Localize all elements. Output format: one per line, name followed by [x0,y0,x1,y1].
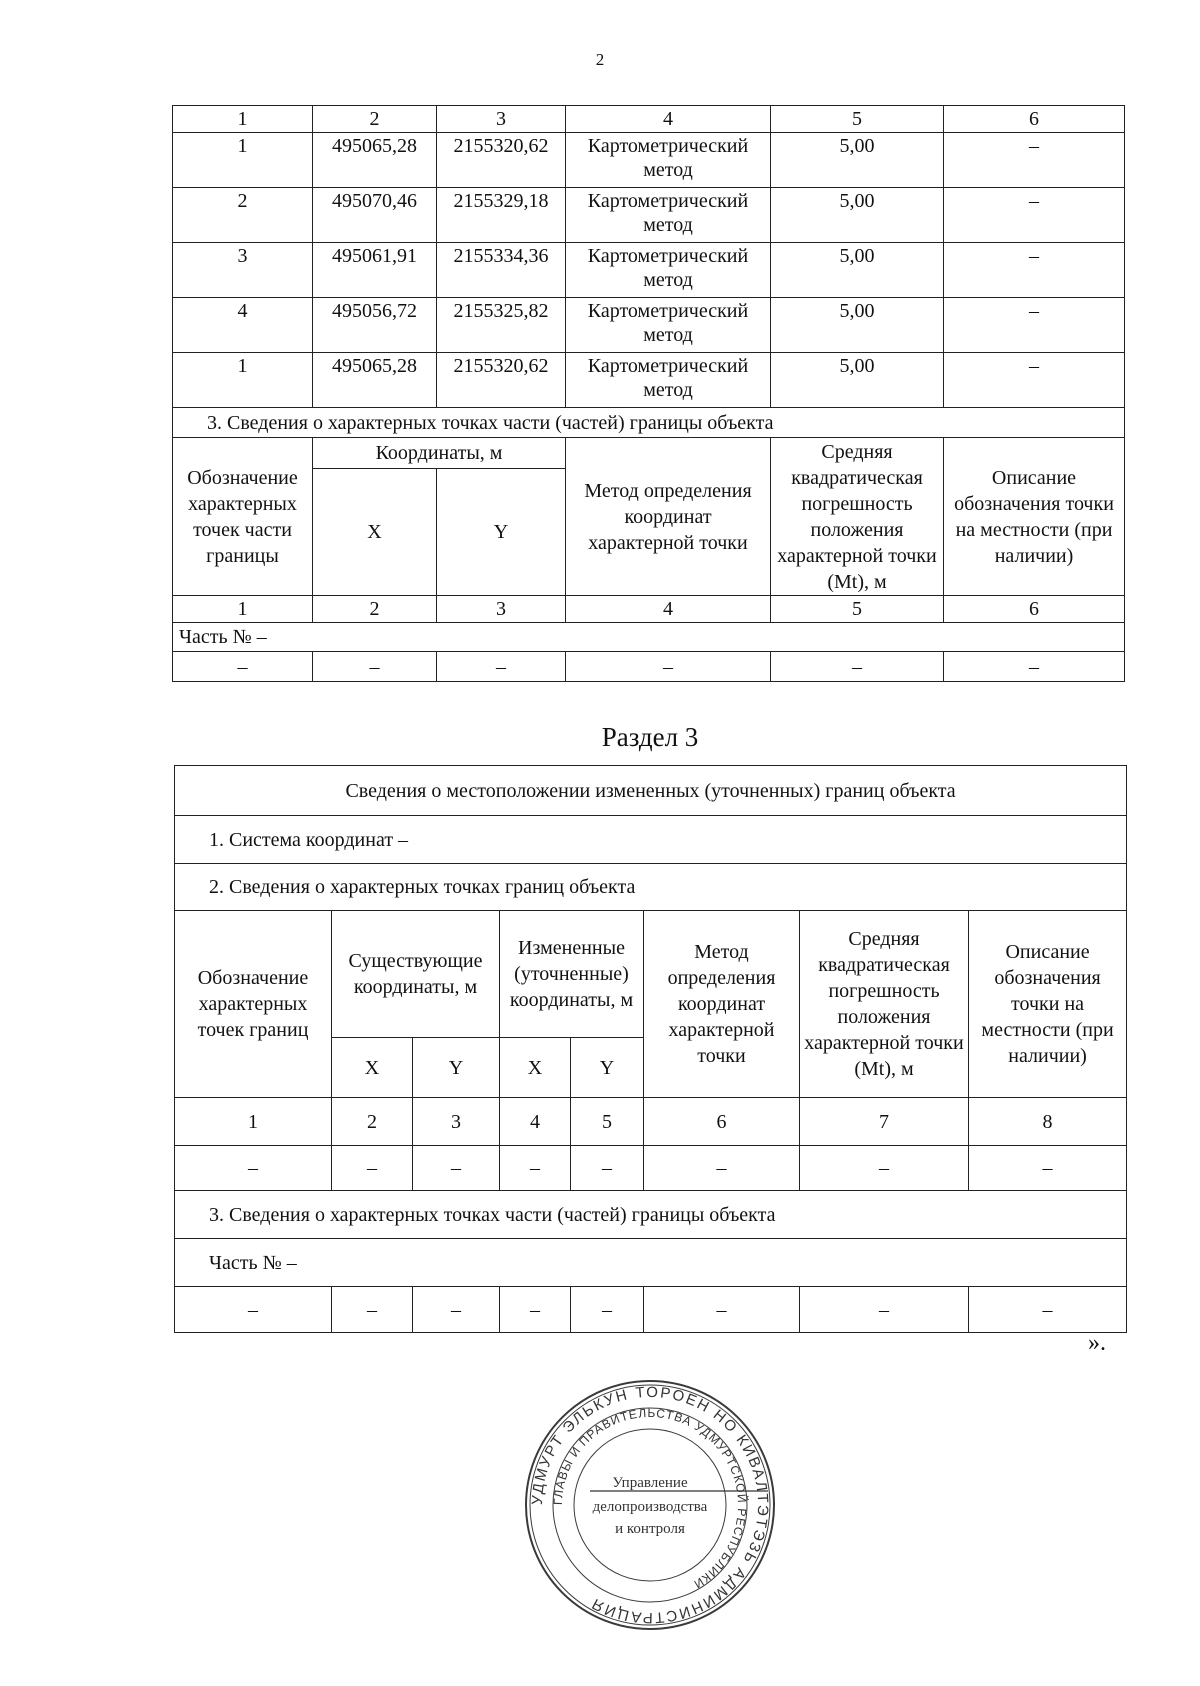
empty-cell: – [571,1287,644,1333]
boundary-points-table [172,105,1125,682]
official-stamp [520,1375,780,1635]
column-number: 2 [313,106,437,133]
table-row [173,353,1125,408]
column-number: 1 [173,106,313,133]
coord-x: 495056,72 [313,298,437,353]
section-title: Раздел 3 [601,722,699,752]
empty-cell: – [413,1146,500,1191]
column-number: 6 [944,596,1125,623]
empty-cell: – [173,652,313,682]
column-number: 3 [437,106,566,133]
empty-cell: – [969,1146,1127,1191]
point-number: 3 [173,243,313,298]
empty-cell: – [500,1146,571,1191]
part-label: Часть № – [173,623,1125,652]
error-cell: 5,00 [771,188,944,243]
header-description: Описание обозначения точки на местности (при наличии) [944,438,1125,596]
header-designation: Обозначение характерных точек границ [175,911,332,1098]
column-number-row [173,106,1125,133]
empty-cell: – [771,652,944,682]
coord-y: 2155325,82 [437,298,566,353]
column-number: 4 [566,596,771,623]
empty-cell: – [944,652,1125,682]
parts-heading: 3. Сведения о характерных точках части (частей) границы объекта [175,1191,1127,1239]
error-cell: 5,00 [771,243,944,298]
changed-boundaries-table [174,765,1127,1333]
column-number: 4 [566,106,771,133]
empty-cell: – [500,1287,571,1333]
column-number-row [175,1098,1127,1146]
header-y: Y [437,469,566,596]
description-cell: – [944,133,1125,188]
header-error: Средняя квадратическая погрешность положения характерной точки (Mt), м [800,911,969,1098]
table-row [173,188,1125,243]
column-number: 6 [944,106,1125,133]
column-number: 5 [771,106,944,133]
column-number: 7 [800,1098,969,1146]
header-error: Средняя квадратическая погрешность положения характерной точки (Mt), м [771,438,944,596]
coord-x: 495070,46 [313,188,437,243]
coord-x: 495065,28 [313,133,437,188]
header-changed-coords: Измененные (уточненные) координаты, м [500,911,644,1038]
empty-cell: – [332,1146,413,1191]
part-label: Часть № – [175,1239,1127,1287]
empty-cell: – [332,1287,413,1333]
page-number: 2 [595,50,605,69]
column-number: 2 [313,596,437,623]
column-number: 8 [969,1098,1127,1146]
method-cell: Картометрический метод [566,188,771,243]
empty-cell: – [437,652,566,682]
column-number: 3 [413,1098,500,1146]
description-cell: – [944,243,1125,298]
column-number: 2 [332,1098,413,1146]
empty-row [175,1287,1127,1333]
empty-cell: – [571,1146,644,1191]
column-number: 5 [771,596,944,623]
coord-x: 495065,28 [313,353,437,408]
points-heading: 2. Сведения о характерных точках границ объекта [175,864,1127,911]
empty-cell: – [413,1287,500,1333]
coord-x: 495061,91 [313,243,437,298]
column-number: 4 [500,1098,571,1146]
description-cell: – [944,188,1125,243]
header-method: Метод определения координат характерной точки [566,438,771,596]
header-x: X [500,1038,571,1098]
empty-cell: – [313,652,437,682]
closing-quote: ». [1088,1330,1106,1356]
method-cell: Картометрический метод [566,133,771,188]
table-row [173,243,1125,298]
point-number: 4 [173,298,313,353]
header-description: Описание обозначения точки на местности (при наличии) [969,911,1127,1098]
method-cell: Картометрический метод [566,298,771,353]
description-cell: – [944,298,1125,353]
error-cell: 5,00 [771,353,944,408]
empty-row [175,1146,1127,1191]
column-number-row [173,596,1125,623]
column-number: 1 [173,596,313,623]
coord-y: 2155320,62 [437,353,566,408]
coord-y: 2155329,18 [437,188,566,243]
point-number: 1 [173,133,313,188]
coord-y: 2155334,36 [437,243,566,298]
empty-cell: – [644,1146,800,1191]
column-number: 5 [571,1098,644,1146]
table-row [173,133,1125,188]
column-number: 1 [175,1098,332,1146]
empty-cell: – [800,1287,969,1333]
empty-cell: – [566,652,771,682]
header-y: Y [571,1038,644,1098]
stamp-center-line: и контроля [615,1521,685,1537]
empty-cell: – [800,1146,969,1191]
empty-cell: – [644,1287,800,1333]
empty-cell: – [969,1287,1127,1333]
stamp-inner-text: ГЛАВЫ И ПРАВИТЕЛЬСТВА УДМУРТСКОЙ РЕСПУБЛИКИ [550,1405,750,1592]
stamp-center-line: делопроизводства [592,1499,708,1515]
table-row [173,298,1125,353]
empty-row [173,652,1125,682]
header-y: Y [413,1038,500,1098]
empty-cell: – [175,1287,332,1333]
method-cell: Картометрический метод [566,243,771,298]
description-cell: – [944,353,1125,408]
stamp-outer-text: УДМУРТ ЭЛЬКУН ТОРОЕН НО КИВАЛТЭТЭЗЬ АДМИНИСТРАЦИЯ [528,1383,772,1627]
coord-y: 2155320,62 [437,133,566,188]
empty-cell: – [175,1146,332,1191]
section-heading: Сведения о местоположении измененных (уточненных) границ объекта [175,766,1127,816]
header-existing-coords: Существующие координаты, м [332,911,500,1038]
point-number: 2 [173,188,313,243]
method-cell: Картометрический метод [566,353,771,408]
column-number: 3 [437,596,566,623]
header-x: X [313,469,437,596]
column-number: 6 [644,1098,800,1146]
coordinate-system: 1. Система координат – [175,816,1127,864]
error-cell: 5,00 [771,133,944,188]
header-method: Метод определения координат характерной точки [644,911,800,1098]
header-designation: Обозначение характерных точек части границы [173,438,313,596]
stamp-center-line: Управление [612,1475,688,1491]
header-x: X [332,1038,413,1098]
point-number: 1 [173,353,313,408]
header-coordinates: Координаты, м [313,438,566,469]
parts-subheading: 3. Сведения о характерных точках части (частей) границы объекта [173,408,1125,438]
error-cell: 5,00 [771,298,944,353]
